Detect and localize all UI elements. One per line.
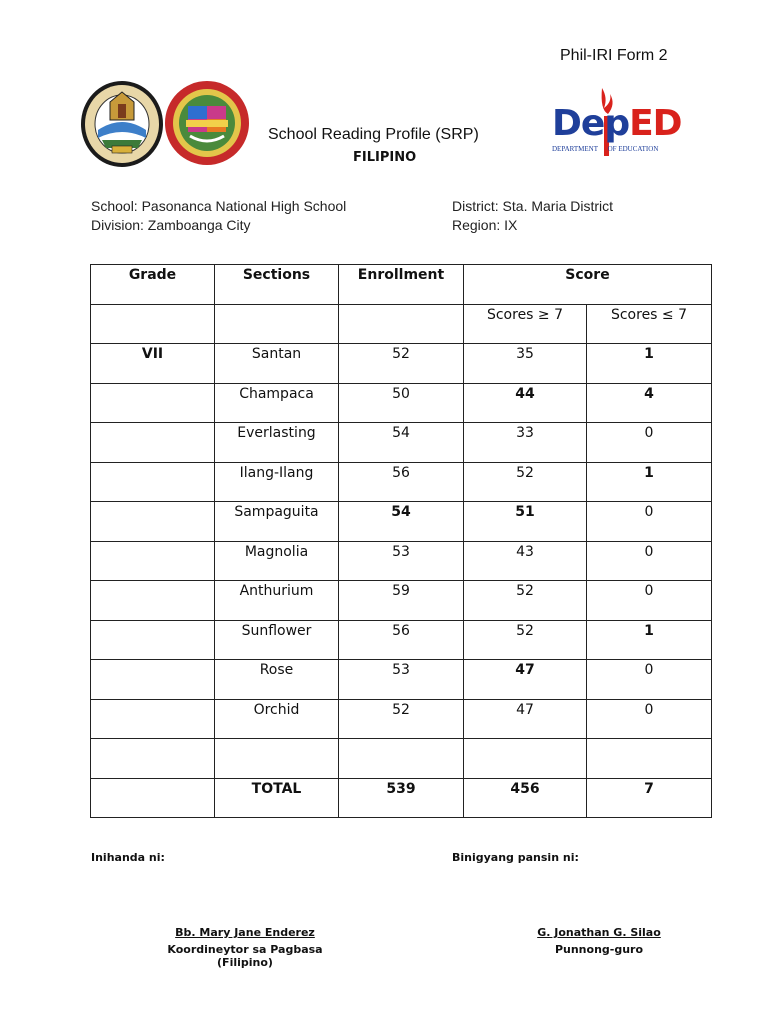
- total-score-low: 7: [587, 778, 712, 818]
- deped-tag-right: OF EDUCATION: [607, 145, 659, 153]
- section-cell: Sampaguita: [215, 502, 339, 542]
- table-row: [91, 462, 712, 502]
- total-label: TOTAL: [215, 778, 339, 818]
- enrollment-cell: 54: [339, 423, 464, 463]
- score-high-cell: 52: [464, 620, 587, 660]
- section-cell: Ilang-Ilang: [215, 462, 339, 502]
- grade-cell: [91, 581, 215, 621]
- table-subheader-row: [91, 304, 712, 344]
- score-high-cell: 52: [464, 462, 587, 502]
- enrollment-cell: 56: [339, 462, 464, 502]
- grade-cell: [91, 699, 215, 739]
- score-high-cell: 52: [464, 581, 587, 621]
- header-score-low: Scores ≤ 7: [587, 304, 712, 344]
- total-enrollment: 539: [339, 778, 464, 818]
- table-cell: [91, 778, 215, 818]
- header-sections: Sections: [215, 265, 339, 305]
- enrollment-cell: 52: [339, 344, 464, 384]
- table-row: [91, 581, 712, 621]
- deped-wordmark-de: De: [552, 103, 605, 144]
- enrollment-cell: 59: [339, 581, 464, 621]
- total-score-high: 456: [464, 778, 587, 818]
- enrollment-cell: 54: [339, 502, 464, 542]
- division-seal-logo: [164, 80, 250, 171]
- division-info: Division: Zamboanga City: [91, 217, 251, 233]
- enrollment-cell: 50: [339, 383, 464, 423]
- section-cell: Magnolia: [215, 541, 339, 581]
- grade-cell: [91, 660, 215, 700]
- noted-by-name: G. Jonathan G. Silao: [537, 926, 661, 939]
- grade-cell: [91, 462, 215, 502]
- grade-cell: [91, 541, 215, 581]
- score-high-cell: 44: [464, 383, 587, 423]
- score-low-cell: 1: [587, 620, 712, 660]
- grade-cell: VII: [91, 344, 215, 384]
- table-cell: [91, 739, 215, 779]
- score-low-cell: 0: [587, 699, 712, 739]
- page-title: School Reading Profile (SRP): [268, 126, 479, 143]
- prepared-by-role: Koordineytor sa Pagbasa (Filipino): [167, 943, 323, 969]
- grade-cell: [91, 383, 215, 423]
- noted-by-label: Binigyang pansin ni:: [452, 851, 579, 864]
- table-cell: [464, 739, 587, 779]
- table-cell: [587, 739, 712, 779]
- prepared-by-name: Bb. Mary Jane Enderez: [175, 926, 315, 939]
- section-cell: Anthurium: [215, 581, 339, 621]
- table-cell: [339, 304, 464, 344]
- form-label: Phil-IRI Form 2: [560, 47, 668, 64]
- score-high-cell: 43: [464, 541, 587, 581]
- score-low-cell: 4: [587, 383, 712, 423]
- header-enrollment: Enrollment: [339, 265, 464, 305]
- table-row: [91, 383, 712, 423]
- page-subtitle: FILIPINO: [353, 150, 417, 165]
- table-cell: [215, 739, 339, 779]
- section-cell: Champaca: [215, 383, 339, 423]
- enrollment-cell: 56: [339, 620, 464, 660]
- score-high-cell: 47: [464, 660, 587, 700]
- score-low-cell: 1: [587, 344, 712, 384]
- table-row: [91, 541, 712, 581]
- score-high-cell: 33: [464, 423, 587, 463]
- section-cell: Orchid: [215, 699, 339, 739]
- deped-wordmark-p: p: [604, 103, 630, 144]
- deped-logo: [550, 86, 682, 162]
- score-low-cell: 0: [587, 502, 712, 542]
- school-info: School: Pasonanca National High School: [91, 198, 347, 214]
- prepared-by-label: Inihanda ni:: [91, 851, 165, 864]
- score-low-cell: 0: [587, 581, 712, 621]
- score-low-cell: 0: [587, 660, 712, 700]
- table-row: [91, 502, 712, 542]
- section-cell: Sunflower: [215, 620, 339, 660]
- reading-profile-table: [90, 264, 712, 818]
- district-info: District: Sta. Maria District: [452, 198, 614, 214]
- table-cell: [339, 739, 464, 779]
- deped-tag-left: DEPARTMENT: [552, 145, 598, 153]
- score-high-cell: 35: [464, 344, 587, 384]
- deped-wordmark-ed: ED: [629, 103, 682, 144]
- grade-cell: [91, 423, 215, 463]
- table-cell: [91, 304, 215, 344]
- header-score-high: Scores ≥ 7: [464, 304, 587, 344]
- score-low-cell: 1: [587, 462, 712, 502]
- school-seal-logo: [80, 80, 164, 173]
- table-header-row: [91, 265, 712, 305]
- table-row: [91, 620, 712, 660]
- table-row: [91, 699, 712, 739]
- section-cell: Rose: [215, 660, 339, 700]
- score-low-cell: 0: [587, 423, 712, 463]
- score-high-cell: 47: [464, 699, 587, 739]
- table-row: [91, 423, 712, 463]
- grade-cell: [91, 502, 215, 542]
- section-cell: Santan: [215, 344, 339, 384]
- region-info: Region: IX: [452, 217, 518, 233]
- header-grade: Grade: [91, 265, 215, 305]
- header-score: Score: [464, 265, 712, 305]
- noted-by-role: Punnong-guro: [554, 943, 644, 956]
- table-cell: [215, 304, 339, 344]
- table-row: [91, 344, 712, 384]
- grade-cell: [91, 620, 215, 660]
- enrollment-cell: 52: [339, 699, 464, 739]
- score-low-cell: 0: [587, 541, 712, 581]
- table-total-row: [91, 778, 712, 818]
- table-row: [91, 660, 712, 700]
- enrollment-cell: 53: [339, 660, 464, 700]
- score-high-cell: 51: [464, 502, 587, 542]
- section-cell: Everlasting: [215, 423, 339, 463]
- enrollment-cell: 53: [339, 541, 464, 581]
- table-row-empty: [91, 739, 712, 779]
